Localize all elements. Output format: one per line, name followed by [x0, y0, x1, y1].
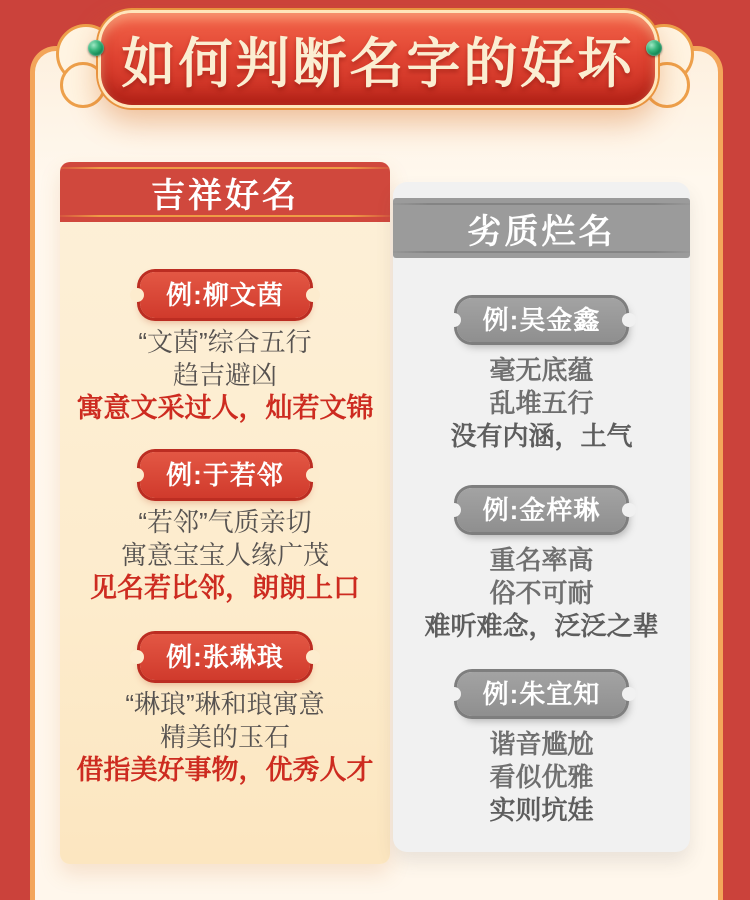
bad-names-card — [393, 182, 690, 852]
example-badge-label: 例:于若邻 — [166, 460, 284, 490]
good-example-1 — [60, 272, 390, 425]
jade-bead-icon — [88, 40, 104, 56]
example-line: “若邻”气质亲切 — [138, 507, 312, 537]
title-banner — [0, 0, 750, 130]
example-badge — [457, 672, 627, 716]
example-badge — [140, 272, 310, 318]
good-example-3 — [60, 634, 390, 787]
good-example-2 — [60, 452, 390, 605]
example-highlight: 见名若比邻，朗朗上口 — [90, 573, 360, 603]
example-line: 俗不可耐 — [489, 578, 594, 608]
bad-example-2 — [393, 488, 690, 643]
bad-names-header-label: 劣质烂名 — [467, 212, 616, 251]
example-line: “文茵”综合五行 — [138, 327, 312, 357]
bad-names-header — [393, 198, 690, 258]
bad-example-1 — [393, 298, 690, 453]
example-highlight: 难听难念，泛泛之辈 — [424, 611, 659, 641]
example-badge-label: 例:张琳琅 — [166, 642, 284, 672]
bad-example-3 — [393, 672, 690, 827]
example-line: 重名率高 — [489, 545, 594, 575]
example-line: “琳琅”琳和琅寓意 — [125, 689, 325, 719]
example-line: 毫无底蕴 — [489, 355, 594, 385]
example-badge-label: 例:朱宜知 — [482, 679, 601, 709]
example-line: 谐音尴尬 — [489, 729, 594, 759]
example-highlight: 借指美好事物，优秀人才 — [76, 755, 374, 785]
example-badge — [140, 634, 310, 680]
good-names-header-label: 吉祥好名 — [151, 176, 299, 215]
example-line: 精美的玉石 — [159, 722, 290, 752]
example-line: 乱堆五行 — [489, 388, 594, 418]
example-badge-label: 例:金梓琳 — [482, 495, 601, 525]
example-highlight: 没有内涵，土气 — [450, 421, 633, 451]
jade-bead-icon — [646, 40, 662, 56]
page-title: 如何判断名字的好坏 — [121, 33, 635, 94]
example-badge-label: 例:吴金鑫 — [482, 305, 601, 335]
example-line: 寓意宝宝人缘广茂 — [120, 540, 329, 570]
example-badge-label: 例:柳文茵 — [166, 280, 284, 310]
example-badge — [457, 298, 627, 342]
example-badge — [457, 488, 627, 532]
example-highlight: 寓意文采过人，灿若文锦 — [76, 393, 374, 423]
example-highlight: 实则坑娃 — [489, 795, 594, 825]
good-names-header — [60, 162, 390, 222]
title-banner-plate — [98, 10, 658, 108]
example-line: 看似优雅 — [489, 762, 594, 792]
good-names-card — [60, 162, 390, 864]
example-line: 趋吉避凶 — [172, 360, 277, 390]
example-badge — [140, 452, 310, 498]
